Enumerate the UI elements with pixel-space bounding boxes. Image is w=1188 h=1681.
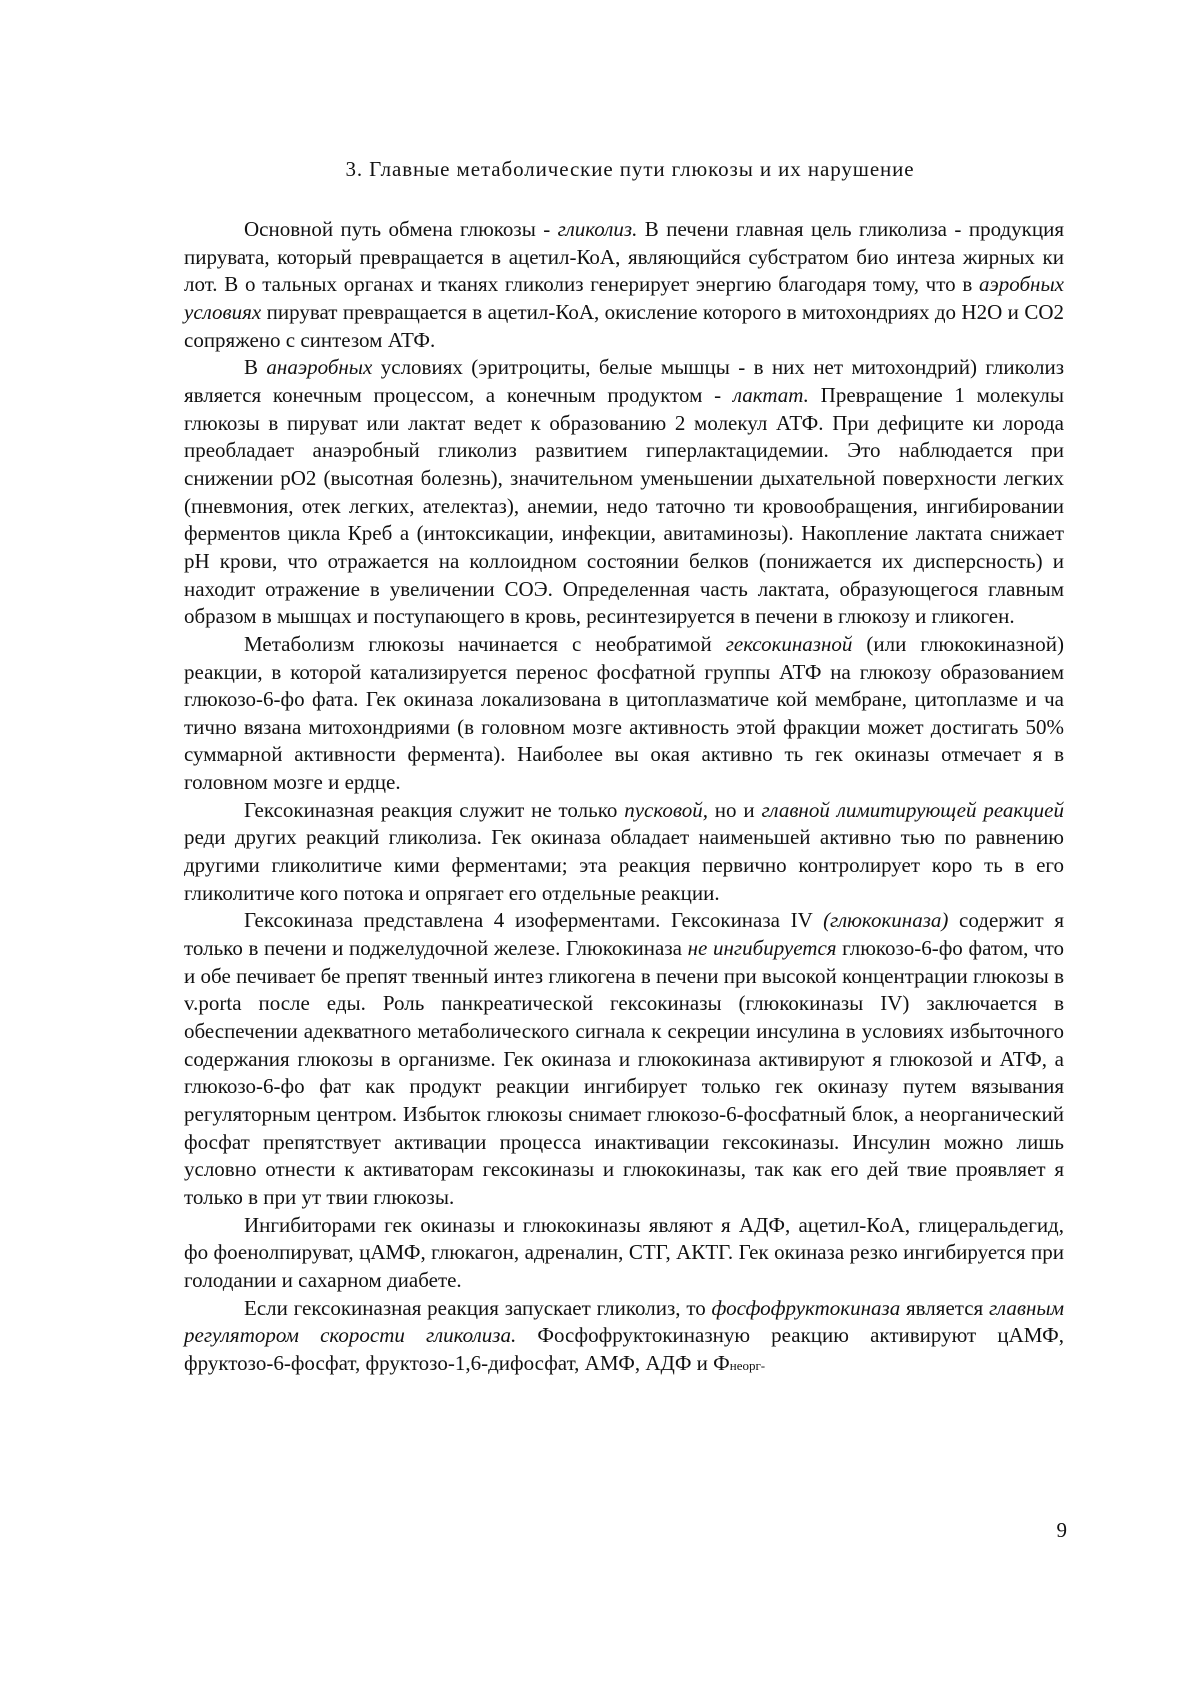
text: В печени главная цель гликолиза - продукция пирувата, который превращается в ацетил-КоА, являющийся субстратом био интеза жирных ки лот. В о тальных органах и тканях гликолиз генерирует энергию благодаря тому, что в — [184, 217, 1064, 297]
paragraph-7 — [184, 1295, 1064, 1380]
italic-term: (глюкокиназа) — [823, 908, 949, 933]
text: В — [244, 355, 267, 380]
text: Гексокиназная реакция служит не только — [244, 797, 625, 822]
italic-term: фосфофруктокиназа — [711, 1295, 901, 1320]
paragraph-2 — [184, 354, 1064, 631]
text: Превращение 1 молекулы глюкозы в пируват или лактат ведет к образованию 2 молекул АТФ. При дефиците ки лорода преобладает анаэробный гликолиз развитием гиперлактацидемии. Это наблюдается при снижении pO2 (высотная болезнь), значительном уменьшении дыхательной поверхности легких (пневмония, отек легких, ателектаз), анемии, недо таточно ти кровообращения, ингибировании ферментов цикла Креб а (интоксикации, инфекции, авитаминозы). Накопление лактата снижает pH крови, что отражается на коллоидном состоянии белков (понижается их дисперсность) и находит отражение в увеличении СОЭ. Определенная часть лактата, образующегося главным образом в мышцах и поступающего в кровь, ресинтезируется в печени в глюкозу и гликоген. — [184, 382, 1064, 629]
section-heading: 3. Главные метаболические пути глюкозы и их нарушение — [345, 157, 915, 181]
text: Основной путь обмена глюкозы - — [244, 217, 558, 241]
page-number: 9 — [1056, 1518, 1067, 1542]
text: содержит я только в печени и поджелудочной железе. Глюкокиназа — [184, 908, 1064, 961]
text: Метаболизм глюкозы начинается с необратимой — [244, 631, 726, 656]
text: Гексокиназа представлена 4 изоферментами. Гексокиназа IV — [244, 908, 824, 933]
text: Фосфофруктокиназную реакцию активируют цАМФ, фруктозо-6-фосфат, фруктозо-1,6-дифосфат, АМФ, АДФ и Ф — [184, 1323, 1064, 1375]
italic-term: пусковой, — [624, 797, 708, 822]
italic-term: анаэробных — [266, 355, 373, 380]
italic-term: лактат. — [732, 382, 809, 407]
italic-term: гексокиназной — [725, 631, 853, 656]
paragraph-5 — [184, 907, 1064, 1211]
body-text — [184, 216, 1064, 1380]
text: но и — [707, 797, 762, 822]
subscript: неорг- — [729, 1357, 766, 1373]
text: Ингибиторами гек окиназы и глюкокиназы являют я АДФ, ацетил-КоА, глицеральдегид, фо фоенолпируват, цАМФ, глюкагон, адреналин, СТГ, АКТГ. Гек окиназа резко ингибируется при голодании и сахарном диабете. — [184, 1212, 1064, 1292]
paragraph-3 — [184, 631, 1064, 797]
italic-term: аэробных условиях — [184, 272, 1064, 324]
text: реди других реакций гликолиза. Гек окиназа обладает наименьшей активно тью по равнению другими гликолитиче кими ферментами; эта реакция первично контролирует коро ть в его гликолитиче кого потока и опрягает его отдельные реакции. — [184, 825, 1064, 905]
text: условиях (эритроциты, белые мышцы - в них нет митохондрий) гликолиз является конечным процессом, а конечным продуктом - — [184, 355, 1064, 407]
paragraph-6 — [184, 1212, 1064, 1295]
italic-term: главным регулятором скорости гликолиза. — [184, 1295, 1064, 1348]
text: (или глюкокиназной) реакции, в которой катализируется перенос фосфатной группы АТФ на глюкозу образованием глюкозо-6-фо фата. Гек окиназа локализована в цитоплазматиче кой мембране, цитоплазме и ча тично вязана митохондриями (в головном мозге активность этой фракции может достигать 50% суммарной активности фермента). Наиболее вы окая активно ть гек окиназы отмечает я в головном мозге и ердце. — [184, 631, 1064, 795]
text: является — [900, 1295, 989, 1320]
italic-term: не ингибируется — [687, 936, 837, 961]
paragraph-4 — [184, 797, 1064, 908]
text: глюкозо-6-фо фатом, что и обе печивает бе препят твенный интез гликогена в печени при высокой концентрации глюкозы в v.porta после еды. Роль панкреатической гексокиназы (глюкокиназы IV) заключается в обеспечении адекватного метаболического сигнала к секреции инсулина в условиях избыточного содержания глюкозы в организме. Гек окиназа и глюкокиназа активируют я глюкозой и АТФ, а глюкозо-6-фо фат как продукт реакции ингибирует только гек окиназу путем вязывания регуляторным центром. Избыток глюкозы снимает глюкозо-6-фосфатный блок, а неорганический фосфат препятствует активации процесса инактивации гексокиназы. Инсулин можно лишь условно отнести к активаторам гексокиназы и глюкокиназы, так как его дей твие проявляет я только в при ут твии глюкозы. — [184, 936, 1064, 1209]
paragraph-1 — [184, 216, 1064, 354]
text: Если гексокиназная реакция запускает гликолиз, то — [244, 1295, 712, 1320]
italic-term: гликолиз. — [557, 217, 638, 241]
italic-term: главной лимитирующей реакцией — [761, 797, 1065, 822]
text: пируват превращается в ацетил-КоА, окисление которого в митохондриях до H2O и CO2 сопряжено с синтезом АТФ. — [184, 299, 1064, 352]
